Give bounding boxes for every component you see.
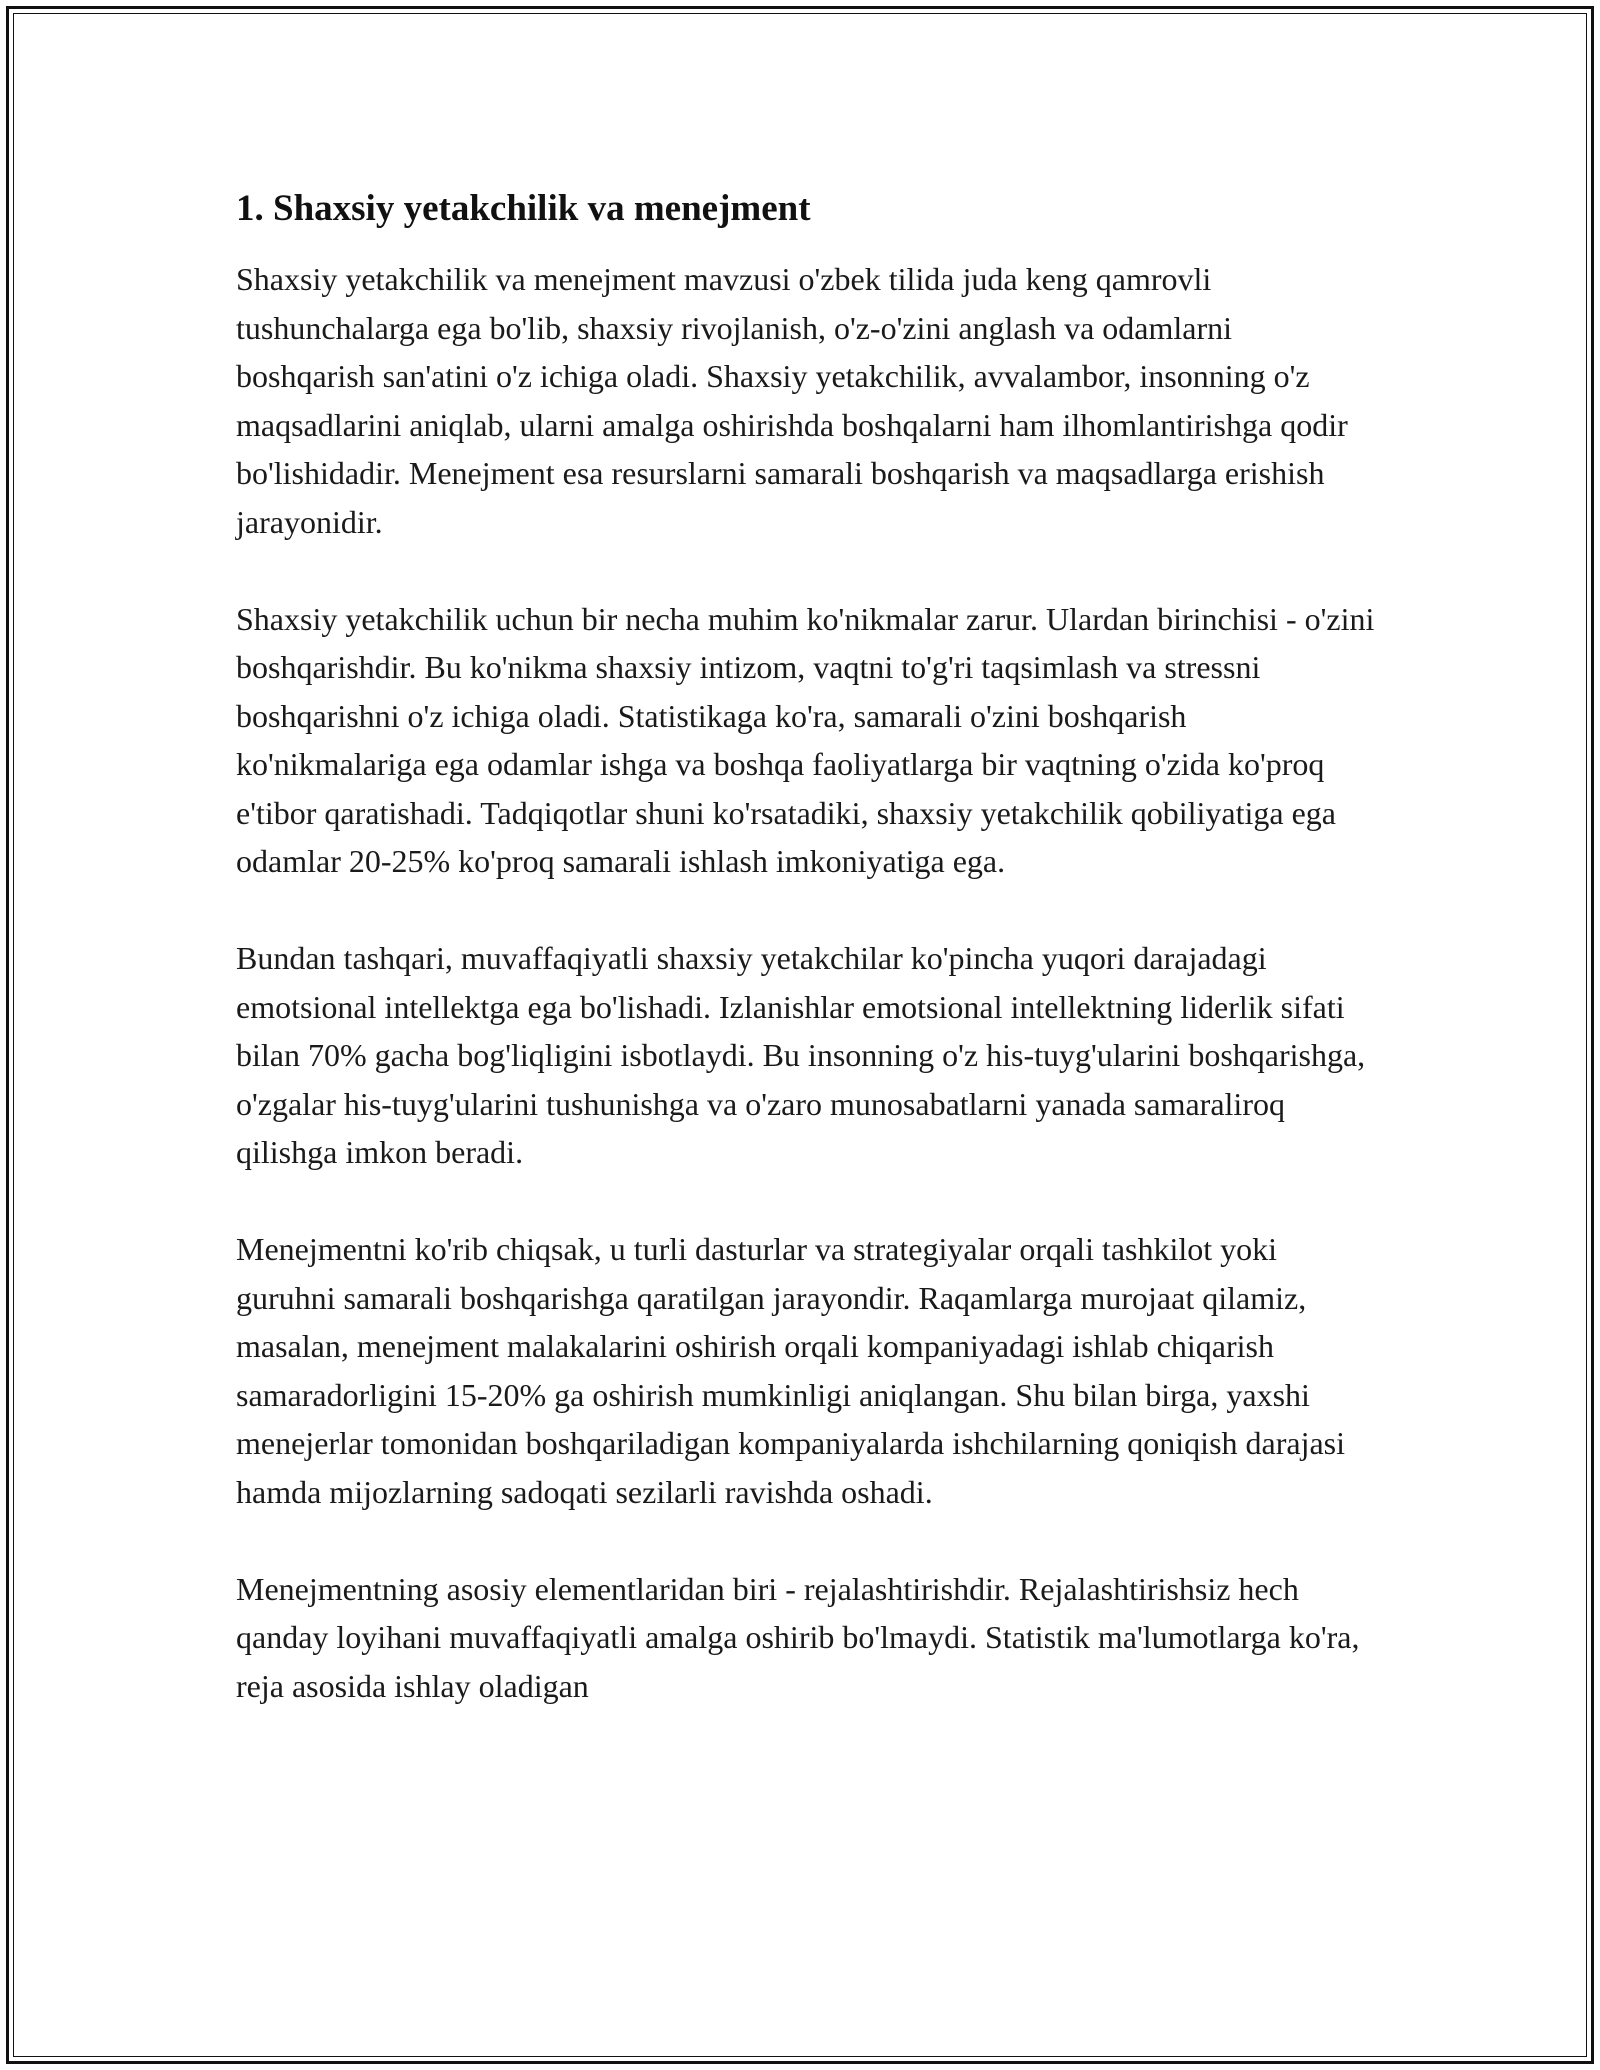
document-body bbox=[236, 185, 1376, 1759]
paragraph-3: Bundan tashqari, muvaffaqiyatli shaxsiy yetakchilar ko'pincha yuqori darajadagi emotsional intellektga ega bo'lishadi. Izlanishlar emotsional intellektning liderlik sifati bilan 70% gacha bog'liqligini isbotlaydi. Bu insonning o'z his-tuyg'ularini boshqarishga, o'zgalar his-tuyg'ularini tushunishga va o'zaro munosabatlarni yanada samaraliroq qilishga imkon beradi. bbox=[236, 940, 1366, 1170]
paragraph-5: Menejmentning asosiy elementlaridan biri - rejalashtirishdir. Rejalashtirishsiz hech qanday loyihani muvaffaqiyatli amalga oshirib bo'lmaydi. Statistik ma'lumotlarga ko'ra, reja asosida ishlay oladigan bbox=[236, 1570, 1360, 1704]
paragraph-2: Shaxsiy yetakchilik uchun bir necha muhim ko'nikmalar zarur. Ulardan birinchisi - o'zini boshqarishdir. Bu ko'nikma shaxsiy intizom, vaqtni to'g'ri taqsimlash va stressni boshqarishni o'z ichiga oladi. Statistikaga ko'ra, samarali o'zini boshqarish ko'nikmalariga ega odamlar ishga va boshqa faoliyatlarga bir vaqtning o'zida ko'proq e'tibor qaratishadi. Tadqiqotlar shuni ko'rsatadiki, shaxsiy yetakchilik qobiliyatiga ega odamlar 20-25% ko'proq samarali ishlash imkoniyatiga ega. bbox=[236, 600, 1375, 879]
section-heading: 1. Shaxsiy yetakchilik va menejment bbox=[236, 188, 811, 229]
paragraph-1: Shaxsiy yetakchilik va menejment mavzusi o'zbek tilida juda keng qamrovli tushunchalarga ega bo'lib, shaxsiy rivojlanish, o'z-o'zini anglash va odamlarni boshqarish san'atini o'z ichiga oladi. Shaxsiy yetakchilik, avvalambor, insonning o'z maqsadlarini aniqlab, ularni amalga oshirishda boshqalarni ham ilhomlantirishga qodir bo'lishidadir. Menejment esa resurslarni samarali boshqarish va maqsadlarga erishish jarayonidir. bbox=[236, 261, 1348, 540]
paragraph-4: Menejmentni ko'rib chiqsak, u turli dasturlar va strategiyalar orqali tashkilot yoki guruhni samarali boshqarishga qaratilgan jarayondir. Raqamlarga murojaat qilamiz, masalan, menejment malakalarini oshirish orqali kompaniyadagi ishlab chiqarish samaradorligini 15-20% ga oshirish mumkinligi aniqlangan. Shu bilan birga, yaxshi menejerlar tomonidan boshqariladigan kompaniyalarda ishchilarning qoniqish darajasi hamda mijozlarning sadoqati sezilarli ravishda oshadi. bbox=[236, 1231, 1346, 1510]
